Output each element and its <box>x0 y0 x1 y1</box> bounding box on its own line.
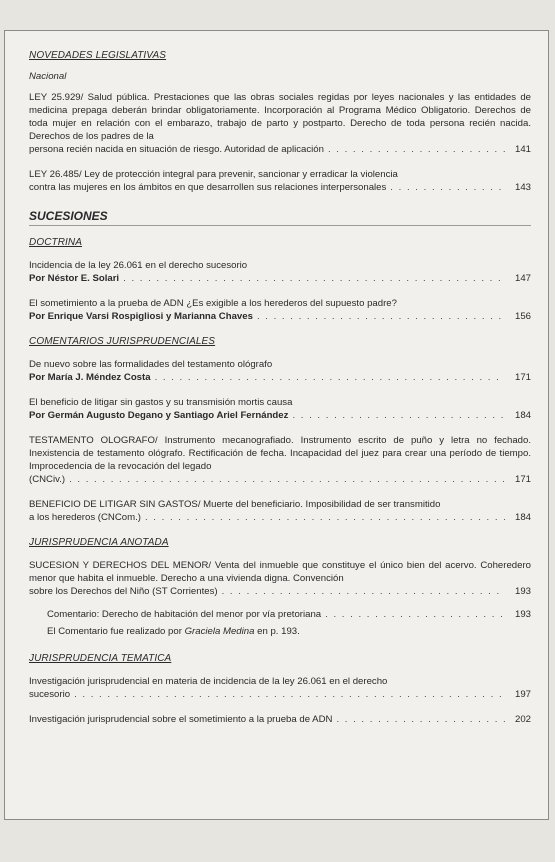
comment-note <box>47 625 531 638</box>
page-number: 147 <box>514 273 531 284</box>
toc-entry[interactable] <box>29 259 531 285</box>
toc-entry-comment[interactable] <box>47 608 531 621</box>
comment-title: Comentario: Derecho de habitación del menor por vía pretoriana <box>47 609 322 620</box>
toc-entry[interactable] <box>29 168 531 194</box>
note-prefix: El Comentario fue realizado por <box>47 626 182 637</box>
toc-entry[interactable] <box>29 498 531 524</box>
page-number: 156 <box>514 311 531 322</box>
page-number: 202 <box>514 714 531 725</box>
leader-dots <box>390 181 505 194</box>
section-heading-novedades: NOVEDADES LEGISLATIVAS <box>29 50 167 61</box>
leader-dots <box>292 409 505 422</box>
entry-title: Incidencia de la ley 26.061 en el derecho sucesorio <box>29 260 248 271</box>
leader-dots <box>74 688 505 701</box>
section-heading-jurisprudencia-anotada: JURISPRUDENCIA ANOTADA <box>29 537 169 548</box>
index-page <box>4 30 549 820</box>
toc-entry[interactable] <box>29 434 531 486</box>
entry-last-line: sucesorio <box>29 689 71 700</box>
entry-text: Investigación jurisprudencial en materia de incidencia de la ley 26.061 en el derecho <box>29 676 388 687</box>
entry-last-line: (CNCiv.) <box>29 474 66 485</box>
leader-dots <box>145 511 505 524</box>
entry-text: SUCESION Y DERECHOS DEL MENOR/ Venta del inmueble que constituye el único bien del acervo. Coheredero menor que habita el inmueble. Derecho a una vivienda digna. Convención <box>29 560 531 584</box>
note-author: Graciela Medina <box>184 626 255 637</box>
entry-text: TESTAMENTO OLOGRAFO/ Instrumento mecanografiado. Instrumento escrito de puño y letra no fechado. Inexistencia de testamento ológrafo. Rectificación de fecha. Incapacidad del juez para crear una período de tiempo. Improcedencia de la revocación del legado <box>29 435 531 472</box>
leader-dots <box>257 310 505 323</box>
leader-dots <box>123 272 505 285</box>
toc-entry[interactable] <box>29 713 531 726</box>
page-number: 193 <box>514 586 531 597</box>
entry-author: Por Néstor E. Solari <box>29 273 120 284</box>
toc-entry[interactable] <box>29 396 531 422</box>
page-number: 193 <box>514 609 531 620</box>
entry-text: LEY 25.929/ Salud pública. Prestaciones que las obras sociales regidas por leyes nacionales y las entidades de medicina prepaga deberán brindar obligatoriamente. Incorporación al Programa Médico Obligatorio. Derechos de toda mujer en relación con el embarazo, trabajo de parto y postparto. Derecho de toda persona recién nacida. Derechos de los padres de la <box>29 92 531 142</box>
section-heading-comentarios: COMENTARIOS JURISPRUDENCIALES <box>29 336 216 347</box>
entry-title: El sometimiento a la prueba de ADN ¿Es exigible a los herederos del supuesto padre? <box>29 298 397 309</box>
leader-dots <box>328 143 505 156</box>
leader-dots <box>155 371 505 384</box>
toc-entry[interactable] <box>29 675 531 701</box>
entry-last-line: Investigación jurisprudencial sobre el sometimiento a la prueba de ADN <box>29 714 333 725</box>
page-number: 184 <box>514 512 531 523</box>
main-section-heading-sucesiones: SUCESIONES <box>29 210 531 226</box>
page-number: 143 <box>514 182 531 193</box>
page-number: 171 <box>514 474 531 485</box>
entry-author: Por Germán Augusto Degano y Santiago Ariel Fernández <box>29 410 289 421</box>
page-number: 197 <box>514 689 531 700</box>
entry-title: De nuevo sobre las formalidades del testamento ológrafo <box>29 359 273 370</box>
entry-last-line: persona recién nacida en situación de riesgo. Autoridad de aplicación <box>29 144 324 155</box>
entry-author: Por María J. Méndez Costa <box>29 372 151 383</box>
entry-last-line: contra las mujeres en los ámbitos en que desarrollen sus relaciones interpersonales <box>29 182 387 193</box>
table-of-contents <box>29 49 531 738</box>
entry-text: LEY 26.485/ Ley de protección integral para prevenir, sancionar y erradicar la violencia <box>29 169 398 180</box>
section-heading-jurisprudencia-tematica: JURISPRUDENCIA TEMATICA <box>29 653 172 664</box>
page-number: 171 <box>514 372 531 383</box>
page-number: 141 <box>514 144 531 155</box>
leader-dots <box>222 585 505 598</box>
toc-entry[interactable] <box>29 297 531 323</box>
entry-title: El beneficio de litigar sin gastos y su transmisión mortis causa <box>29 397 293 408</box>
leader-dots <box>69 473 505 486</box>
toc-entry[interactable] <box>29 559 531 598</box>
note-suffix: en p. 193. <box>257 626 300 637</box>
leader-dots <box>325 608 505 621</box>
entry-last-line: a los herederos (CNCom.) <box>29 512 141 523</box>
toc-entry[interactable] <box>29 358 531 384</box>
toc-entry[interactable] <box>29 91 531 156</box>
entry-text: BENEFICIO DE LITIGAR SIN GASTOS/ Muerte del beneficiario. Imposibilidad de ser transmitido <box>29 499 441 510</box>
entry-author: Por Enrique Varsi Rospigliosi y Marianna Chaves <box>29 311 253 322</box>
page-number: 184 <box>514 410 531 421</box>
entry-last-line: sobre los Derechos del Niño (ST Corrientes) <box>29 586 218 597</box>
subsection-heading-nacional: Nacional <box>29 71 67 82</box>
section-heading-doctrina: DOCTRINA <box>29 237 83 248</box>
leader-dots <box>336 713 505 726</box>
